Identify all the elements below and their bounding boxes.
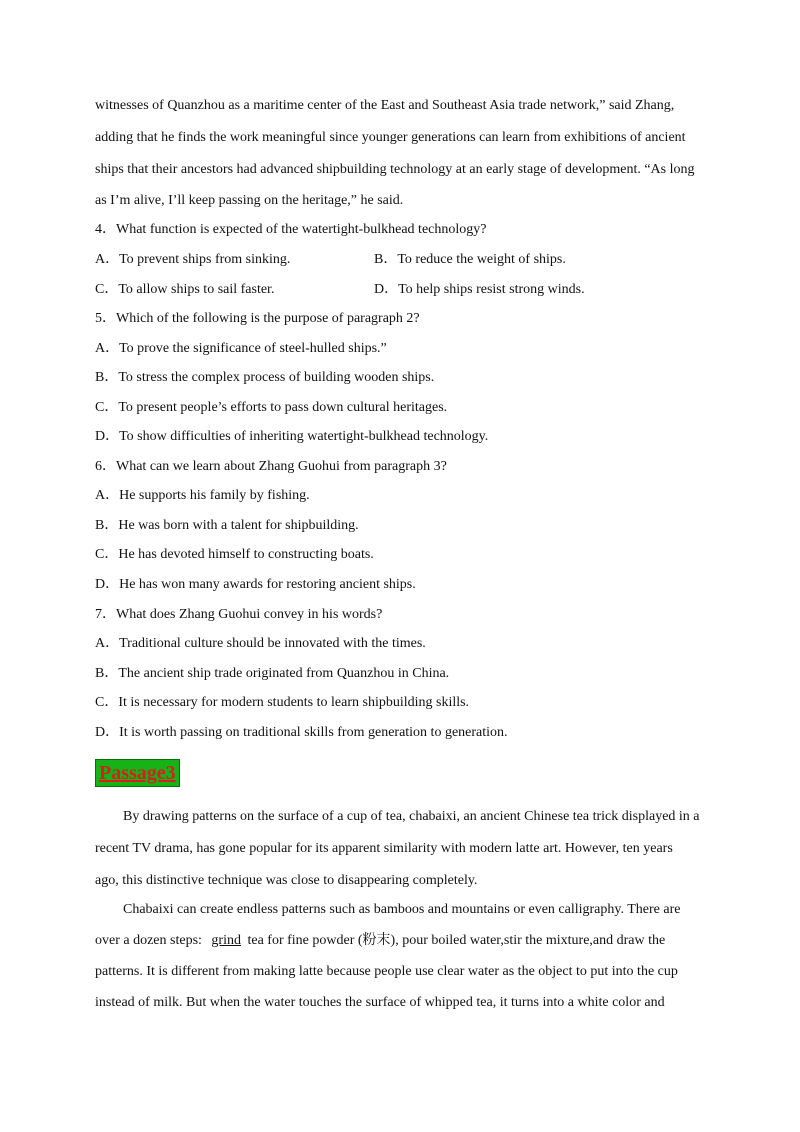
text-line: adding that he finds the work meaningful since younger generations can learn from exhibitions of ancient — [95, 130, 686, 145]
text-line: instead of milk. But when the water touches the surface of whipped tea, it turns into a white color and — [95, 995, 665, 1010]
text-line: as I’m alive, I’ll keep passing on the heritage,” he said. — [95, 193, 404, 208]
option-b: B．To reduce the weight of ships. — [374, 252, 566, 267]
question-stem: 7．What does Zhang Guohui convey in his words? — [95, 607, 383, 622]
option-c: C．To allow ships to sail faster. — [95, 282, 275, 297]
option-b: B．He was born with a talent for shipbuilding. — [95, 518, 359, 533]
text-line — [95, 932, 665, 950]
question-stem: 4．What function is expected of the watertight-bulkhead technology? — [95, 222, 487, 237]
option-a: A．He supports his family by fishing. — [95, 488, 310, 503]
text-line: recent TV drama, has gone popular for its apparent similarity with modern latte art. However, ten years — [95, 841, 673, 856]
option-c: C．It is necessary for modern students to learn shipbuilding skills. — [95, 695, 470, 710]
passage-heading-badge — [95, 759, 180, 787]
text-segment: over a dozen steps: — [95, 933, 206, 948]
option-a: A．To prevent ships from sinking. — [95, 252, 291, 267]
text-line: witnesses of Quanzhou as a maritime center of the East and Southeast Asia trade network,” said Zhang, — [95, 98, 675, 113]
option-a: A．Traditional culture should be innovated with the times. — [95, 636, 426, 651]
question-stem: 5．Which of the following is the purpose of paragraph 2? — [95, 311, 420, 326]
passage-heading: Passage3 — [99, 761, 176, 784]
text-line: By drawing patterns on the surface of a cup of tea, chabaixi, an ancient Chinese tea trick displayed in a — [123, 809, 700, 824]
question-stem: 6．What can we learn about Zhang Guohui from paragraph 3? — [95, 459, 447, 474]
option-b: B．The ancient ship trade originated from Quanzhou in China. — [95, 666, 450, 681]
option-c: C．He has devoted himself to constructing boats. — [95, 547, 374, 562]
text-line: ago, this distinctive technique was close to disappearing completely. — [95, 873, 478, 888]
option-d: D．It is worth passing on traditional skills from generation to generation. — [95, 725, 508, 740]
option-a: A．To prove the significance of steel-hulled ships.” — [95, 341, 387, 356]
option-d: D．To show difficulties of inheriting watertight-bulkhead technology. — [95, 429, 489, 444]
text-line: patterns. It is different from making latte because people use clear water as the object to put into the cup — [95, 964, 678, 979]
option-d: D．He has won many awards for restoring ancient ships. — [95, 577, 416, 592]
text-line: Chabaixi can create endless patterns such as bamboos and mountains or even calligraphy. There are — [123, 902, 681, 917]
underlined-word: grind — [211, 933, 241, 948]
text-segment: tea for fine powder (粉末), pour boiled water,stir the mixture,and draw the — [243, 933, 666, 948]
option-d: D．To help ships resist strong winds. — [374, 282, 585, 297]
option-b: B．To stress the complex process of building wooden ships. — [95, 370, 435, 385]
option-c: C．To present people’s efforts to pass down cultural heritages. — [95, 400, 448, 415]
text-line: ships that their ancestors had advanced shipbuilding technology at an early stage of development. “As long — [95, 162, 695, 177]
